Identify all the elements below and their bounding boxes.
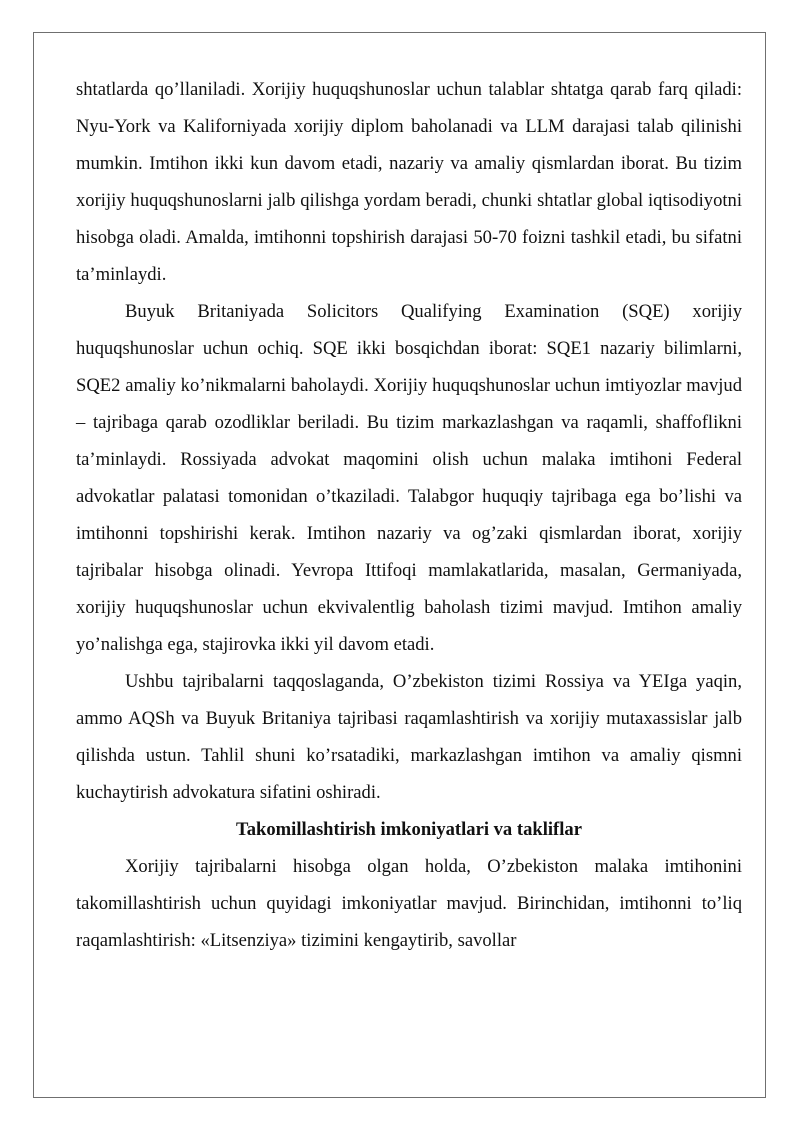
section-heading: Takomillashtirish imkoniyatlari va takliflar (236, 819, 582, 840)
document-body (76, 71, 742, 959)
paragraph-uk-russia-eu: Buyuk Britaniyada Solicitors Qualifying Examination (SQE) xorijiy huquqshunoslar uchun ochiq. SQE ikki bosqichdan iborat: SQE1 nazariy bilimlarni, SQE2 amaliy ko’nikmalarni baholaydi. Xorijiy huquqshunoslar uchun imtiyozlar mavjud – tajribaga qarab ozodliklar beriladi. Bu tizim markazlashgan va raqamli, shaffoflikni ta’minlaydi. Rossiyada advokat maqomini olish uchun malaka imtihoni Federal advokatlar palatasi tomonidan o’tkaziladi. Talabgor huquqiy tajribaga ega bo’lishi va imtihonni topshirishi kerak. Imtihon nazariy va og’zaki qismlardan iborat, xorijiy tajribalar hisobga olinadi. Yevropa Ittifoqi mamlakatlarida, masalan, Germaniyada, xorijiy huquqshunoslar uchun ekvivalentlig baholash tizimi mavjud. Imtihon amaliy yo’nalishga ega, stajirovka ikki yil davom etadi. (76, 301, 742, 655)
paragraph-comparison: Ushbu tajribalarni taqqoslaganda, O’zbekiston tizimi Rossiya va YEIga yaqin, ammo AQSh va Buyuk Britaniya tajribasi raqamlashtirish va xorijiy mutaxassislar jalb qilishda ustun. Tahlil shuni ko’rsatadiki, markazlashgan imtihon va amaliy qismni kuchaytirish advokatura sifatini oshiradi. (76, 671, 742, 803)
paragraph-improvements: Xorijiy tajribalarni hisobga olgan holda, O’zbekiston malaka imtihonini takomillashtirish uchun quyidagi imkoniyatlar mavjud. Birinchidan, imtihonni to’liq raqamlashtirish: «Litsenziya» tizimini kengaytirib, savollar (76, 856, 742, 951)
paragraph-continuation: shtatlarda qo’llaniladi. Xorijiy huquqshunoslar uchun talablar shtatga qarab farq qiladi: Nyu-York va Kaliforniyada xorijiy diplom baholanadi va LLM darajasi talab qilinishi mumkin. Imtihon ikki kun davom etadi, nazariy va amaliy qismlardan iborat. Bu tizim xorijiy huquqshunoslarni jalb qilishga yordam beradi, chunki shtatlar global iqtisodiyotni hisobga oladi. Amalda, imtihonni topshirish darajasi 50-70 foizni tashkil etadi, bu sifatni ta’minlaydi. (76, 79, 742, 285)
